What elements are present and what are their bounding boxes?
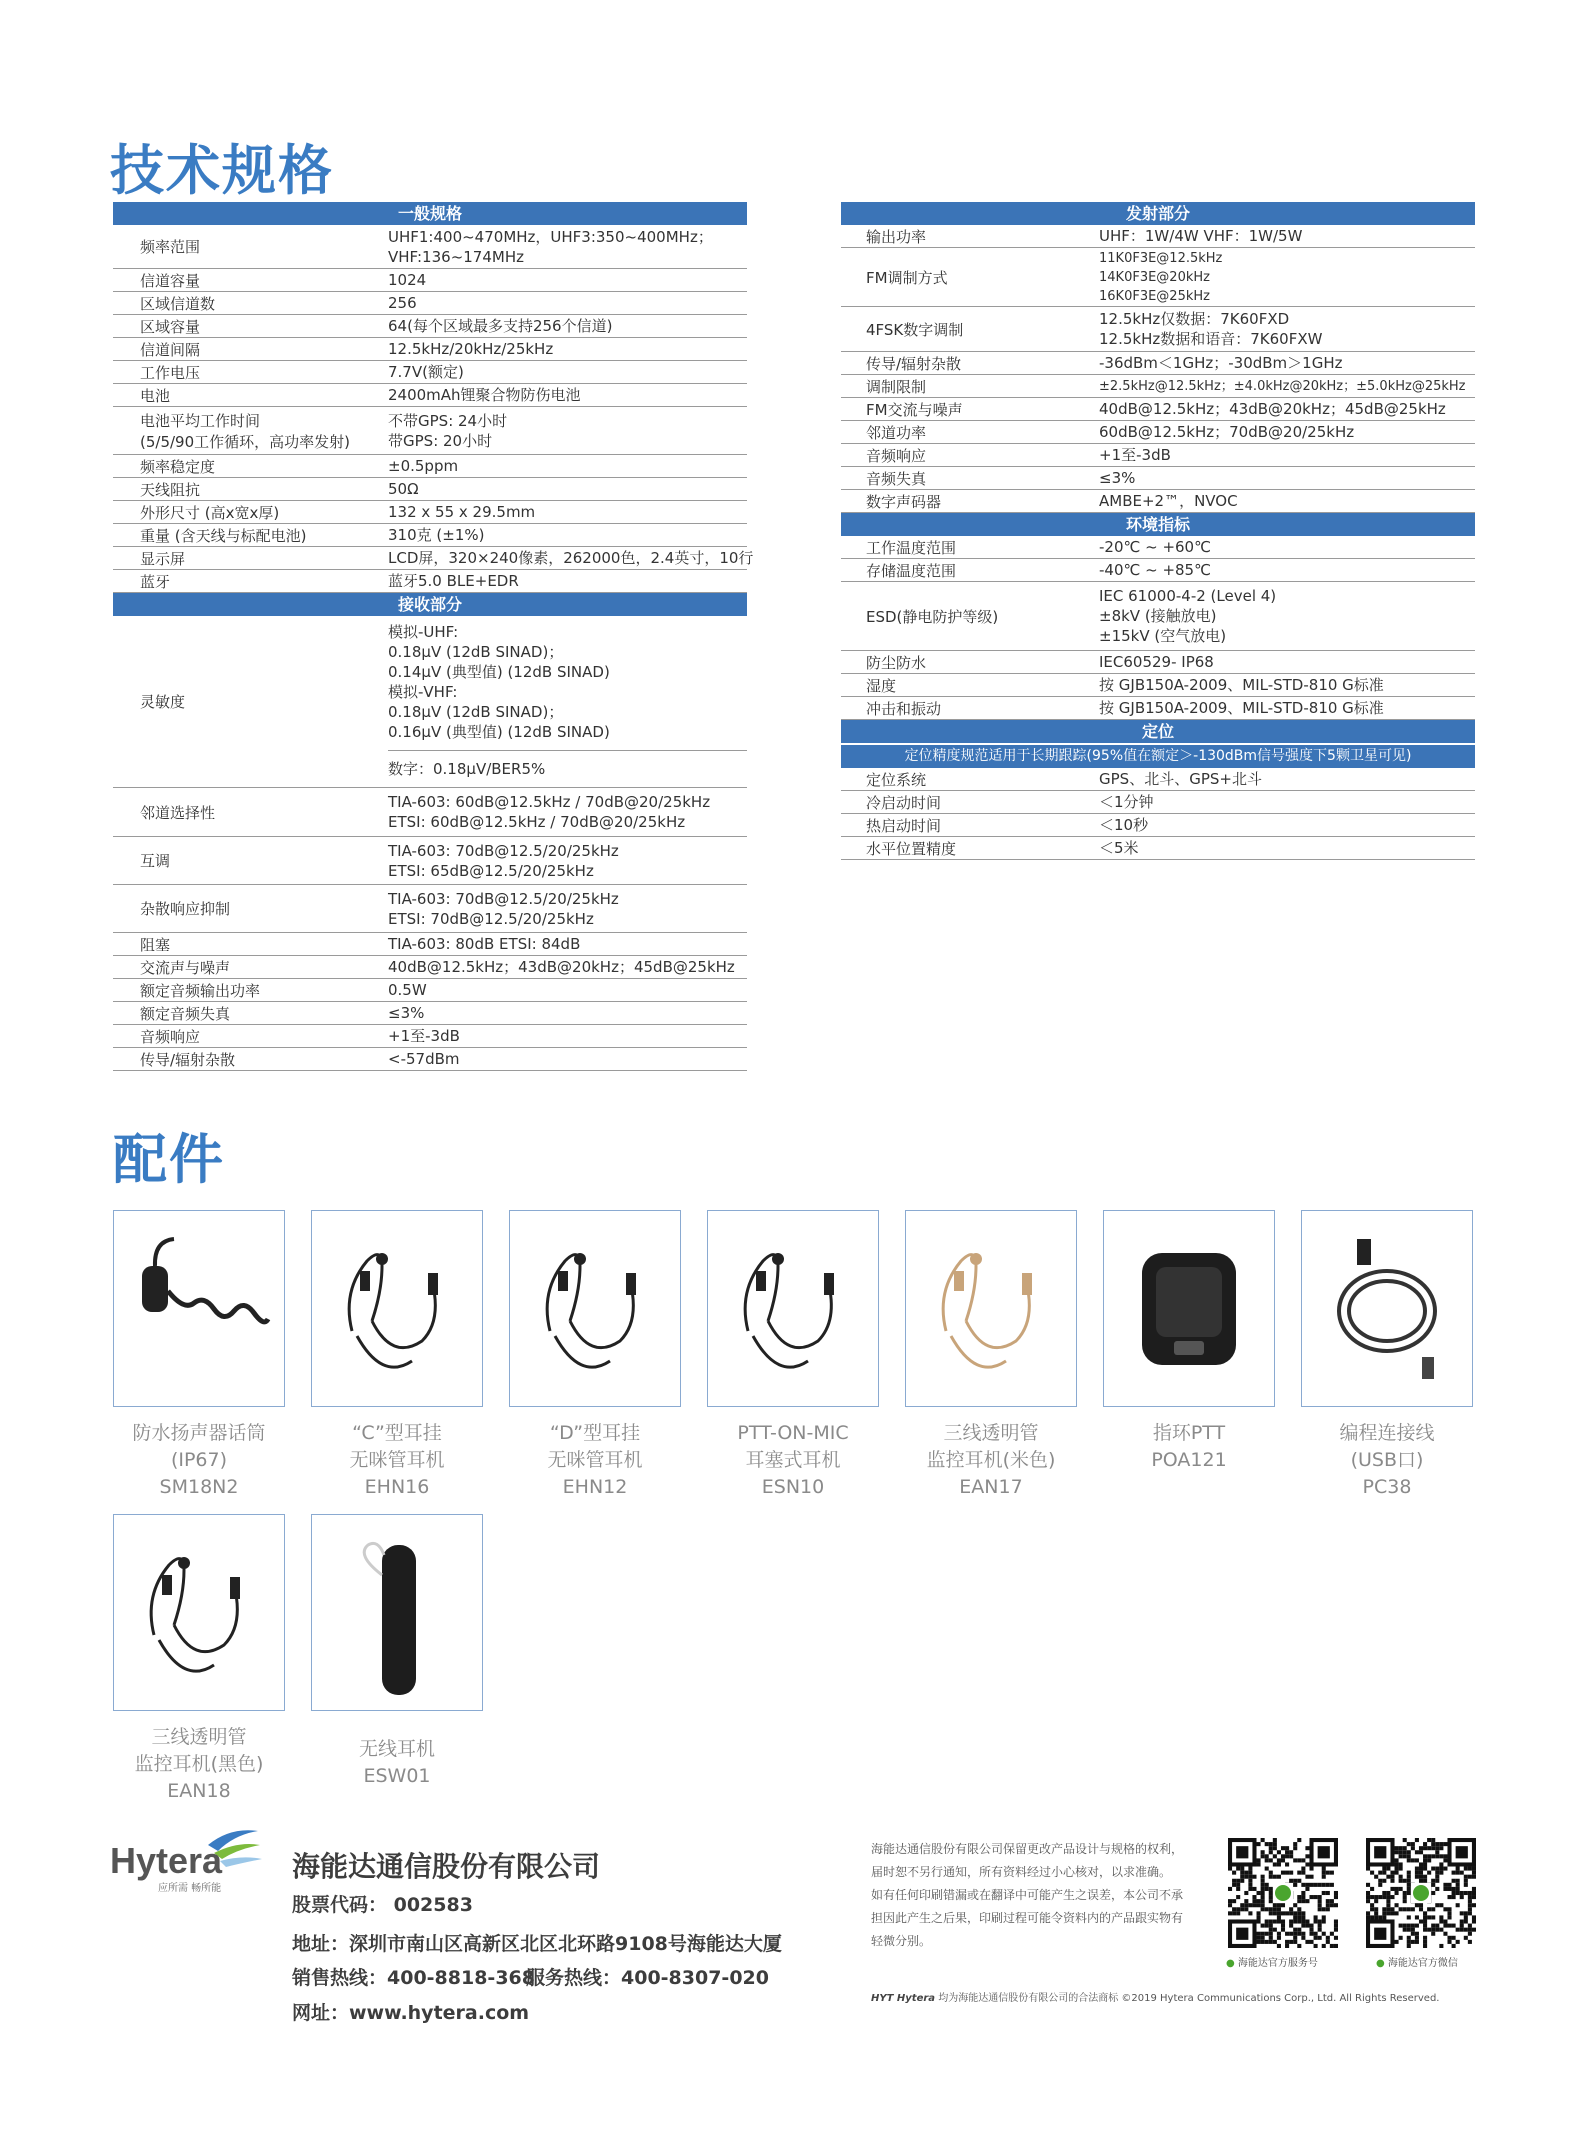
accessory-label bbox=[297, 1736, 497, 1790]
spec-value bbox=[1099, 674, 1475, 696]
accessory-name: 监控耳机(米色) bbox=[926, 1449, 1056, 1471]
spec-value-line: 60dB@12.5kHz；70dB@20/25kHz bbox=[1099, 423, 1355, 441]
spec-value bbox=[1099, 308, 1475, 350]
spec-value bbox=[388, 979, 747, 1001]
spec-key: 显示屏 bbox=[140, 549, 186, 568]
spec-value bbox=[1099, 768, 1475, 790]
spec-row bbox=[113, 269, 747, 292]
spec-value bbox=[1099, 225, 1475, 247]
earbud-icon bbox=[708, 1211, 878, 1410]
spec-key: 输出功率 bbox=[866, 227, 927, 246]
spec-value-line: 蓝牙5.0 BLE+EDR bbox=[388, 572, 519, 590]
spec-key: 传导/辐射杂散 bbox=[866, 354, 962, 373]
general-header: 一般规格 bbox=[113, 202, 747, 225]
spec-value-line: IEC 61000-4-2 (Level 4) bbox=[1099, 587, 1277, 605]
disclaimer-line: 如有任何印刷错漏或在翻译中可能产生之误差，本公司不承 bbox=[871, 1888, 1184, 1902]
spec-key: 存储温度范围 bbox=[866, 561, 957, 580]
spec-value-line: 1024 bbox=[388, 271, 427, 289]
accessory-image[interactable] bbox=[1103, 1210, 1275, 1407]
accessory-model: EAN18 bbox=[167, 1780, 231, 1802]
spec-row bbox=[113, 956, 747, 979]
accessory-name: 指环PTT bbox=[1152, 1422, 1226, 1444]
hytera-logo bbox=[110, 1825, 270, 1895]
spec-key-note: (5/5/90工作循环，高功率发射) bbox=[140, 432, 350, 451]
spec-value-line: ETSI: 60dB@12.5kHz / 70dB@20/25kHz bbox=[388, 813, 686, 831]
spec-row bbox=[113, 933, 747, 956]
wechat-icon: ● bbox=[1376, 1958, 1385, 1969]
spec-row bbox=[113, 979, 747, 1002]
spec-row bbox=[113, 225, 747, 269]
spec-value bbox=[388, 933, 747, 955]
spec-value bbox=[388, 1025, 747, 1047]
spec-key: 音频响应 bbox=[866, 446, 927, 465]
environment-header: 环境指标 bbox=[841, 513, 1475, 536]
spec-value bbox=[388, 501, 747, 523]
spec-value bbox=[1099, 352, 1475, 374]
spec-value bbox=[388, 478, 747, 500]
general-rows bbox=[113, 225, 754, 593]
spec-value bbox=[388, 570, 747, 592]
accessory-model: EAN17 bbox=[959, 1476, 1023, 1498]
spec-value bbox=[388, 226, 747, 268]
spec-value bbox=[1099, 444, 1475, 466]
spec-value-line: 256 bbox=[388, 294, 417, 312]
spec-key: 冷启动时间 bbox=[866, 793, 942, 812]
spec-row bbox=[841, 490, 1475, 513]
spec-key: 邻道功率 bbox=[866, 423, 927, 442]
spec-value-line: 带GPS: 20小时 bbox=[388, 431, 493, 450]
spec-key: 交流声与噪声 bbox=[140, 958, 231, 977]
accessory-label bbox=[99, 1724, 299, 1805]
spec-value bbox=[388, 1048, 747, 1070]
accessory-image[interactable] bbox=[707, 1210, 879, 1407]
spec-value bbox=[388, 888, 747, 930]
accessory-model: EHN12 bbox=[562, 1476, 628, 1498]
accessory-image[interactable] bbox=[113, 1514, 285, 1711]
spec-value-line: +1至-3dB bbox=[388, 1027, 460, 1045]
accessory-image[interactable] bbox=[113, 1210, 285, 1407]
spec-value-line: 310克 (±1%) bbox=[388, 526, 485, 544]
spec-value bbox=[1099, 791, 1475, 813]
accessory-model: EHN16 bbox=[364, 1476, 430, 1498]
spec-value-line: 不带GPS: 24小时 bbox=[388, 411, 508, 430]
sales-hotline: 销售热线：400-8818-368 bbox=[292, 1967, 535, 1989]
spec-value-line: ±8kV (接触放电) bbox=[1099, 607, 1217, 625]
accessory-name: 耳塞式耳机 bbox=[745, 1449, 841, 1471]
accessory-image[interactable] bbox=[509, 1210, 681, 1407]
spec-row bbox=[841, 536, 1475, 559]
accessory-image[interactable] bbox=[905, 1210, 1077, 1407]
spec-value bbox=[388, 547, 753, 569]
spec-value-line: TIA-603: 80dB ETSI: 84dB bbox=[388, 935, 581, 953]
spec-value-line: 16K0F3E@25kHz bbox=[1099, 288, 1210, 304]
spec-row bbox=[841, 421, 1475, 444]
accessory-name: PTT-ON-MIC bbox=[737, 1422, 849, 1444]
spec-row bbox=[841, 697, 1475, 720]
qr-wechat-caption: ● 海能达官方微信 bbox=[1376, 1958, 1458, 1969]
spec-value-line: 12.5kHz数据和语音：7K60FXW bbox=[1099, 330, 1323, 348]
spec-row bbox=[841, 559, 1475, 582]
spec-row bbox=[113, 1048, 747, 1071]
spec-row bbox=[113, 1025, 747, 1048]
accessory-name: 无咪管耳机 bbox=[349, 1449, 445, 1471]
svg-text:Hytera: Hytera bbox=[110, 1840, 223, 1881]
spec-row bbox=[841, 444, 1475, 467]
spec-value bbox=[1099, 814, 1475, 836]
accessory-model: PC38 bbox=[1362, 1476, 1412, 1498]
spec-row bbox=[841, 674, 1475, 697]
spec-row bbox=[113, 547, 754, 570]
disclaimer-line: 轻微分别。 bbox=[871, 1934, 932, 1948]
spec-value-line: ETSI: 65dB@12.5/20/25kHz bbox=[388, 861, 594, 880]
spec-key: 定位系统 bbox=[866, 770, 927, 789]
spec-value bbox=[1099, 585, 1475, 647]
spec-value bbox=[388, 361, 747, 383]
service-hotline: 服务热线：400-8307-020 bbox=[526, 1967, 769, 1989]
accessory-name: “D”型耳挂 bbox=[549, 1422, 641, 1444]
sensitivity-row bbox=[113, 616, 747, 788]
spec-key: 音频失真 bbox=[866, 469, 927, 488]
spec-key: 湿度 bbox=[866, 676, 897, 695]
spec-key: 杂散响应抑制 bbox=[140, 900, 231, 918]
spec-title: 技术规格 bbox=[110, 139, 334, 202]
spec-value bbox=[388, 269, 747, 291]
spec-row bbox=[841, 398, 1475, 421]
spec-row bbox=[841, 352, 1475, 375]
spec-value bbox=[388, 338, 747, 360]
spec-key: 额定音频输出功率 bbox=[140, 981, 261, 1000]
spec-value-line: 按 GJB150A-2009、MIL-STD-810 G标准 bbox=[1099, 676, 1384, 694]
wechat-icon: ● bbox=[1226, 1958, 1235, 1969]
accessory-name: 无咪管耳机 bbox=[547, 1449, 643, 1471]
spec-key: 音频响应 bbox=[140, 1027, 201, 1046]
spec-key: 邻道选择性 bbox=[140, 803, 216, 822]
spec-key: 互调 bbox=[140, 852, 171, 870]
spec-row bbox=[113, 455, 747, 478]
accessory-model: SM18N2 bbox=[159, 1476, 239, 1498]
trademark-line: HYT Hytera 均为海能达通信股份有限公司的合法商标 ©2019 Hytera Communications Corp., Ltd. All Rights Reserved. bbox=[871, 1993, 1440, 2004]
spec-key: 电池平均工作时间 (5/5/90工作循环，高功率发射) bbox=[113, 410, 388, 452]
spec-key: 阻塞 bbox=[140, 935, 171, 954]
spec-row bbox=[113, 478, 747, 501]
accessory-label bbox=[297, 1420, 497, 1501]
spec-value bbox=[388, 956, 747, 978]
spec-row bbox=[113, 524, 747, 547]
spec-key: 电池 bbox=[140, 386, 171, 405]
spec-row bbox=[841, 307, 1475, 352]
sensitivity-line: 0.18μV (12dB SINAD)； bbox=[388, 643, 564, 661]
spec-row bbox=[113, 570, 747, 593]
qr-code-service[interactable] bbox=[1228, 1838, 1338, 1948]
spec-value bbox=[388, 524, 747, 546]
spec-table-left bbox=[113, 202, 754, 1071]
spec-value-line: ±0.5ppm bbox=[388, 457, 459, 475]
spec-key: 蓝牙 bbox=[140, 572, 171, 591]
accessory-name: 编程连接线 bbox=[1339, 1422, 1435, 1444]
spec-value-line: ＜5米 bbox=[1099, 839, 1139, 857]
disclaimer-line: 届时恕不另行通知，所有资料经过小心核对，以求准确。 bbox=[871, 1865, 1172, 1879]
spec-value bbox=[1099, 467, 1475, 489]
accessory-label bbox=[891, 1420, 1091, 1501]
spec-value-line: LCD屏，320×240像素，262000色，2.4英寸，10行 bbox=[388, 549, 754, 567]
spec-row bbox=[841, 791, 1475, 814]
spec-value bbox=[1099, 837, 1475, 859]
spec-value-line: AMBE+2™，NVOC bbox=[1099, 492, 1238, 510]
spec-table-right bbox=[841, 202, 1475, 860]
spec-value-line: GPS、北斗、GPS+北斗 bbox=[1099, 770, 1262, 788]
spec-row bbox=[841, 375, 1475, 398]
spec-key: 调制限制 bbox=[866, 377, 927, 396]
spec-row bbox=[841, 467, 1475, 490]
accessories-title: 配件 bbox=[113, 1128, 225, 1191]
wireless-earpiece-icon bbox=[312, 1515, 482, 1714]
accessory-name: “C”型耳挂 bbox=[352, 1422, 442, 1444]
spec-value bbox=[388, 315, 747, 337]
spec-value-line: ≤3% bbox=[1099, 469, 1136, 487]
sensitivity-label: 灵敏度 bbox=[140, 693, 186, 711]
accessory-model: ESN10 bbox=[761, 1476, 825, 1498]
spec-value-line: 0.5W bbox=[388, 981, 427, 999]
spec-value-line: 50Ω bbox=[388, 480, 419, 498]
transmit-header: 发射部分 bbox=[841, 202, 1475, 225]
spec-key: 额定音频失真 bbox=[140, 1004, 231, 1023]
accessory-image[interactable] bbox=[311, 1210, 483, 1407]
spec-value-line: 11K0F3E@12.5kHz bbox=[1099, 250, 1223, 266]
accessory-name: (USB口) bbox=[1350, 1449, 1424, 1471]
spec-value bbox=[388, 840, 747, 882]
address: 地址：深圳市南山区高新区北区北环路9108号海能达大厦 bbox=[292, 1933, 782, 1955]
spec-value-line: ＜10秒 bbox=[1099, 816, 1149, 834]
spec-key: 频率稳定度 bbox=[140, 457, 216, 476]
spec-row bbox=[113, 384, 747, 407]
spec-key: FM交流与噪声 bbox=[866, 400, 963, 419]
spec-value-line: 132 x 55 x 29.5mm bbox=[388, 503, 536, 521]
sensitivity-digital: 数字：0.18μV/BER5% bbox=[388, 760, 546, 778]
spec-row bbox=[113, 1002, 747, 1025]
spec-row bbox=[113, 315, 747, 338]
spec-value-line: 按 GJB150A-2009、MIL-STD-810 G标准 bbox=[1099, 699, 1384, 717]
spec-value-line: -40℃ ~ +85℃ bbox=[1099, 561, 1211, 579]
accessory-name: 防水扬声器话筒 bbox=[132, 1422, 266, 1444]
spec-row bbox=[113, 885, 747, 933]
spec-value bbox=[1099, 697, 1475, 719]
spec-key: 工作温度范围 bbox=[866, 538, 957, 557]
spec-key: FM调制方式 bbox=[866, 268, 948, 287]
tube-earpiece-black-icon bbox=[114, 1515, 284, 1714]
spec-value-line: VHF:136~174MHz bbox=[388, 247, 524, 266]
accessory-label bbox=[1287, 1420, 1487, 1501]
spec-key: 区域信道数 bbox=[140, 294, 216, 313]
accessory-model: POA121 bbox=[1151, 1449, 1227, 1471]
spec-value-line: 2400mAh锂聚合物防伤电池 bbox=[388, 386, 581, 404]
spec-key: 热启动时间 bbox=[866, 816, 942, 835]
spec-value-line: ±2.5kHz@12.5kHz；±4.0kHz@20kHz；±5.0kHz@25kHz bbox=[1099, 378, 1466, 394]
sensitivity-line: 0.18μV (12dB SINAD)； bbox=[388, 703, 564, 721]
spec-value bbox=[1099, 248, 1475, 307]
spec-value bbox=[1099, 398, 1475, 420]
usb-cable-icon bbox=[1302, 1211, 1472, 1410]
sensitivity-line: 0.16μV (典型值) (12dB SINAD) bbox=[388, 723, 610, 741]
spec-value-line: 12.5kHz仅数据：7K60FXD bbox=[1099, 310, 1290, 328]
spec-key: 防尘防水 bbox=[866, 653, 927, 672]
spec-row bbox=[841, 837, 1475, 860]
spec-key: 工作电压 bbox=[140, 363, 201, 382]
accessory-image[interactable] bbox=[311, 1514, 483, 1711]
ring-ptt-icon bbox=[1104, 1211, 1274, 1410]
spec-row bbox=[841, 582, 1475, 651]
spec-value-line: ＜1分钟 bbox=[1099, 793, 1154, 811]
spec-key: 水平位置精度 bbox=[866, 839, 957, 858]
accessory-name: 监控耳机(黑色) bbox=[134, 1753, 264, 1775]
spec-row bbox=[113, 361, 747, 384]
spec-value-line: -36dBm＜1GHz；-30dBm＞1GHz bbox=[1099, 354, 1343, 372]
spec-value bbox=[1099, 421, 1475, 443]
spec-value-line: UHF1:400~470MHz，UHF3:350~400MHz； bbox=[388, 227, 713, 246]
spec-row bbox=[113, 338, 747, 361]
website[interactable]: 网址：www.hytera.com bbox=[292, 2002, 530, 2024]
spec-row bbox=[841, 248, 1475, 307]
spec-value-line: +1至-3dB bbox=[1099, 446, 1171, 464]
accessory-name: (IP67) bbox=[170, 1449, 228, 1471]
spec-value bbox=[1099, 490, 1475, 512]
spec-value-line: TIA-603: 70dB@12.5/20/25kHz bbox=[388, 841, 619, 860]
environment-rows bbox=[841, 536, 1475, 720]
accessory-label bbox=[99, 1420, 299, 1501]
spec-key: 区域容量 bbox=[140, 317, 201, 336]
spec-key: 数字声码器 bbox=[866, 492, 942, 511]
spec-key: 频率范围 bbox=[140, 238, 201, 256]
company-name: 海能达通信股份有限公司 bbox=[292, 1850, 601, 1883]
accessory-name: 三线透明管 bbox=[943, 1422, 1039, 1444]
qr-code-wechat[interactable] bbox=[1366, 1838, 1476, 1948]
spec-row bbox=[841, 651, 1475, 674]
spec-value-line: -20℃ ~ +60℃ bbox=[1099, 538, 1211, 556]
spec-value bbox=[1099, 376, 1475, 397]
spec-row bbox=[113, 292, 747, 315]
spec-value-line: 12.5kHz/20kHz/25kHz bbox=[388, 340, 554, 358]
spec-value-line: 7.7V(额定) bbox=[388, 363, 464, 381]
spec-row bbox=[113, 837, 747, 885]
spec-value bbox=[388, 791, 747, 833]
spec-key: 信道容量 bbox=[140, 271, 201, 290]
spec-value-line: 64(每个区域最多支持256个信道) bbox=[388, 317, 613, 335]
spec-key: 冲击和振动 bbox=[866, 699, 942, 718]
spec-value-line: IEC60529- IP68 bbox=[1099, 653, 1214, 671]
spec-value-line: TIA-603: 70dB@12.5/20/25kHz bbox=[388, 889, 619, 908]
spec-value bbox=[1099, 651, 1475, 673]
receive-header: 接收部分 bbox=[113, 593, 747, 616]
spec-row bbox=[113, 407, 747, 455]
stock-code: 股票代码： 002583 bbox=[292, 1894, 473, 1916]
spec-value-line: ETSI: 70dB@12.5/20/25kHz bbox=[388, 909, 594, 928]
positioning-rows bbox=[841, 768, 1475, 860]
spec-row bbox=[841, 225, 1475, 248]
spec-value bbox=[388, 1002, 747, 1024]
transmit-rows bbox=[841, 225, 1475, 513]
spec-row bbox=[113, 788, 747, 837]
accessory-model: ESW01 bbox=[363, 1765, 431, 1787]
spec-value-line: TIA-603: 60dB@12.5kHz / 70dB@20/25kHz bbox=[388, 793, 711, 811]
spec-value-line: ±15kV (空气放电) bbox=[1099, 627, 1227, 645]
positioning-header: 定位 bbox=[841, 720, 1475, 743]
spec-key: 信道间隔 bbox=[140, 340, 201, 359]
spec-value bbox=[1099, 536, 1475, 558]
accessory-label bbox=[1089, 1420, 1289, 1474]
accessory-image[interactable] bbox=[1301, 1210, 1473, 1407]
sensitivity-line: 模拟-UHF: bbox=[388, 623, 459, 641]
spec-row bbox=[841, 814, 1475, 837]
speaker-mic-icon bbox=[114, 1211, 284, 1410]
sensitivity-line: 模拟-VHF: bbox=[388, 683, 458, 701]
accessory-name: 无线耳机 bbox=[358, 1738, 435, 1760]
tube-earpiece-beige-icon bbox=[906, 1211, 1076, 1410]
c-earhook-icon bbox=[312, 1211, 482, 1410]
spec-key: 传导/辐射杂散 bbox=[140, 1050, 236, 1069]
disclaimer-line: 担因此产生之后果，印刷过程可能令资料内的产品跟实物有 bbox=[871, 1911, 1184, 1925]
spec-value-line: 40dB@12.5kHz；43dB@20kHz；45dB@25kHz bbox=[388, 958, 735, 976]
sensitivity-line: 0.14μV (典型值) (12dB SINAD) bbox=[388, 663, 610, 681]
positioning-subheader: 定位精度规范适用于长期跟踪(95%值在额定＞-130dBm信号强度下5颗卫星可见) bbox=[841, 745, 1475, 768]
svg-text:应所需 畅所能: 应所需 畅所能 bbox=[158, 1883, 222, 1894]
accessory-label bbox=[693, 1420, 893, 1501]
spec-value-line: <-57dBm bbox=[388, 1050, 460, 1068]
spec-key: ESD(静电防护等级) bbox=[866, 607, 999, 626]
receive-rows bbox=[113, 788, 747, 1071]
spec-value bbox=[388, 292, 747, 314]
spec-key: 外形尺寸 (高x宽x厚) bbox=[140, 503, 280, 522]
spec-value bbox=[388, 455, 747, 477]
disclaimer bbox=[871, 1838, 1231, 1953]
qr-service-caption: ● 海能达官方服务号 bbox=[1226, 1958, 1318, 1969]
spec-key: 重量 (含天线与标配电池) bbox=[140, 526, 307, 545]
spec-value bbox=[388, 384, 747, 406]
spec-value-line: ≤3% bbox=[388, 1004, 425, 1022]
spec-key: 天线阻抗 bbox=[140, 480, 201, 499]
disclaimer-line: 海能达通信股份有限公司保留更改产品设计与规格的权利， bbox=[871, 1842, 1184, 1856]
spec-value bbox=[1099, 559, 1475, 581]
spec-value-line: UHF：1W/4W VHF：1W/5W bbox=[1099, 227, 1303, 245]
spec-value-line: 40dB@12.5kHz；43dB@20kHz；45dB@25kHz bbox=[1099, 400, 1446, 418]
spec-value-line: 14K0F3E@20kHz bbox=[1099, 269, 1210, 285]
accessory-label bbox=[495, 1420, 695, 1501]
sensitivity-analog bbox=[388, 616, 747, 751]
spec-row bbox=[113, 501, 747, 524]
accessory-name: 三线透明管 bbox=[151, 1726, 247, 1748]
spec-value bbox=[388, 410, 747, 452]
spec-key: 4FSK数字调制 bbox=[866, 320, 964, 339]
spec-row bbox=[841, 768, 1475, 791]
d-earhook-icon bbox=[510, 1211, 680, 1410]
